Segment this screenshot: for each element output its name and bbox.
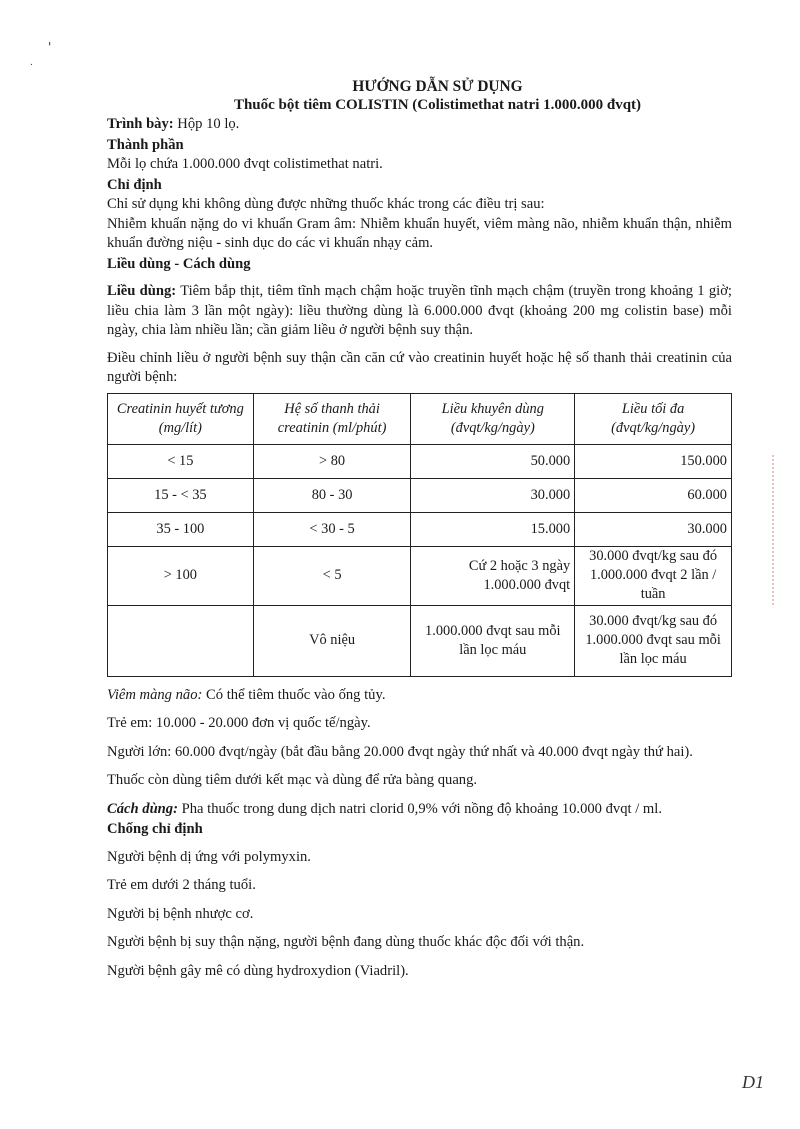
- table-cell: 60.000: [575, 478, 732, 512]
- table-row: [108, 444, 732, 478]
- table-cell: > 80: [253, 444, 411, 478]
- stamp-edge: [772, 455, 800, 605]
- meningitis-text: Có thể tiêm thuốc vào ống tủy.: [206, 686, 386, 703]
- table-cell: 80 - 30: [253, 478, 411, 512]
- contraindication-item: Trẻ em dưới 2 tháng tuổi.: [107, 877, 256, 893]
- document-body: [107, 77, 732, 981]
- composition-text: Mỗi lọ chứa 1.000.000 đvqt colistimethat natri.: [107, 156, 383, 172]
- table-cell: 30.000: [411, 478, 575, 512]
- presentation-line: [107, 115, 732, 135]
- document-subtitle: Thuốc bột tiêm COLISTIN (Colistimethat natri 1.000.000 đvqt): [233, 97, 642, 113]
- scan-speck: ': [48, 40, 52, 54]
- table-cell: 30.000: [575, 512, 732, 546]
- table-cell: > 100: [108, 546, 254, 605]
- scan-speck: .: [30, 58, 33, 68]
- table-cell: 50.000: [411, 444, 575, 478]
- table-cell: 35 - 100: [108, 512, 254, 546]
- adult-dose: Người lớn: 60.000 đvqt/ngày (bắt đầu bằng 20.000 đvqt ngày thứ nhất và 40.000 đvqt ngày thứ hai).: [107, 743, 693, 760]
- table-cell: 150.000: [575, 444, 732, 478]
- presentation-text: Hộp 10 lọ.: [177, 116, 240, 132]
- table-cell: Vô niệu: [253, 605, 411, 676]
- table-cell: < 15: [108, 444, 254, 478]
- meningitis-label: Viêm màng não:: [107, 686, 203, 703]
- contraindication-item: Người bệnh gây mê có dùng hydroxydion (Viadril).: [107, 962, 409, 979]
- meningitis-line: [107, 686, 732, 706]
- administration-label: Cách dùng:: [107, 800, 178, 817]
- table-header-cell: Liều khuyên dùng (đvqt/kg/ngày): [411, 393, 575, 444]
- dose-paragraph: [107, 282, 732, 341]
- dosage-heading: Liều dùng - Cách dùng: [107, 255, 251, 272]
- composition-heading: Thành phần: [107, 136, 184, 153]
- contraindications-heading: Chống chỉ định: [107, 821, 203, 837]
- indication-line: Chỉ sử dụng khi không dùng được những thuốc khác trong các điều trị sau:: [107, 196, 545, 212]
- table-cell: 15.000: [411, 512, 575, 546]
- administration-text: Pha thuốc trong dung dịch natri clorid 0,9% với nồng độ khoảng 10.000 đvqt / ml.: [181, 800, 662, 817]
- administration-line: [107, 800, 732, 820]
- table-header-cell: Hệ số thanh thải creatinin (ml/phút): [253, 393, 411, 444]
- contraindication-item: Người bị bệnh nhược cơ.: [107, 905, 254, 922]
- table-cell: 1.000.000 đvqt sau mỗi lần lọc máu: [411, 605, 575, 676]
- dose-label: Liều dùng:: [107, 283, 177, 299]
- table-header-cell: Liều tối đa (đvqt/kg/ngày): [575, 393, 732, 444]
- table-cell: 30.000 đvqt/kg sau đó 1.000.000 đvqt sau mỗi lần lọc máu: [575, 605, 732, 676]
- table-header-cell: Creatinin huyết tương (mg/lít): [108, 393, 254, 444]
- table-row: [108, 512, 732, 546]
- page-number-mark: D1: [742, 1072, 764, 1092]
- dose-text: Tiêm bắp thịt, tiêm tĩnh mạch chậm hoặc truyền tĩnh mạch chậm (truyền trong khoảng 1 giờ; liều chia làm 3 lần một ngày): liều thường dùng là 6.000.000 đvqt (khoảng 200 mg colistin base) mỗi ngày, chia làm nhiều lần; cần giảm liều ở người bệnh suy thận.: [107, 283, 732, 338]
- table-header-row: [108, 393, 732, 444]
- indication-heading: Chỉ định: [107, 176, 162, 193]
- table-cell: 30.000 đvqt/kg sau đó 1.000.000 đvqt 2 lần / tuần: [575, 546, 732, 605]
- indication-line: Nhiễm khuẩn nặng do vi khuẩn Gram âm: Nhiễm khuẩn huyết, viêm màng não, nhiễm khuẩn thận, nhiễm khuẩn đường niệu - sinh dục do các vi khuẩn nhạy cảm.: [107, 215, 732, 251]
- adjust-paragraph: Điều chỉnh liều ở người bệnh suy thận cần căn cứ vào creatinin huyết hoặc hệ số thanh thải creatinin của người bệnh:: [107, 349, 732, 385]
- contraindication-item: Người bệnh bị suy thận nặng, người bệnh đang dùng thuốc khác độc đối với thận.: [107, 934, 585, 950]
- table-cell: Cứ 2 hoặc 3 ngày 1.000.000 đvqt: [411, 546, 575, 605]
- table-cell: < 5: [253, 546, 411, 605]
- document-title: HƯỚNG DẪN SỬ DỤNG: [352, 78, 523, 95]
- table-cell: < 30 - 5: [253, 512, 411, 546]
- table-row: [108, 605, 732, 676]
- children-dose: Trẻ em: 10.000 - 20.000 đơn vị quốc tế/ngày.: [107, 715, 371, 731]
- renal-dose-table: [107, 393, 732, 677]
- contraindication-item: Người bệnh dị ứng với polymyxin.: [107, 848, 311, 865]
- table-cell: 15 - < 35: [108, 478, 254, 512]
- table-row: [108, 478, 732, 512]
- table-row: [108, 546, 732, 605]
- table-cell: [108, 605, 254, 676]
- other-use: Thuốc còn dùng tiêm dưới kết mạc và dùng để rửa bàng quang.: [107, 772, 478, 788]
- presentation-label: Trình bày:: [107, 116, 174, 132]
